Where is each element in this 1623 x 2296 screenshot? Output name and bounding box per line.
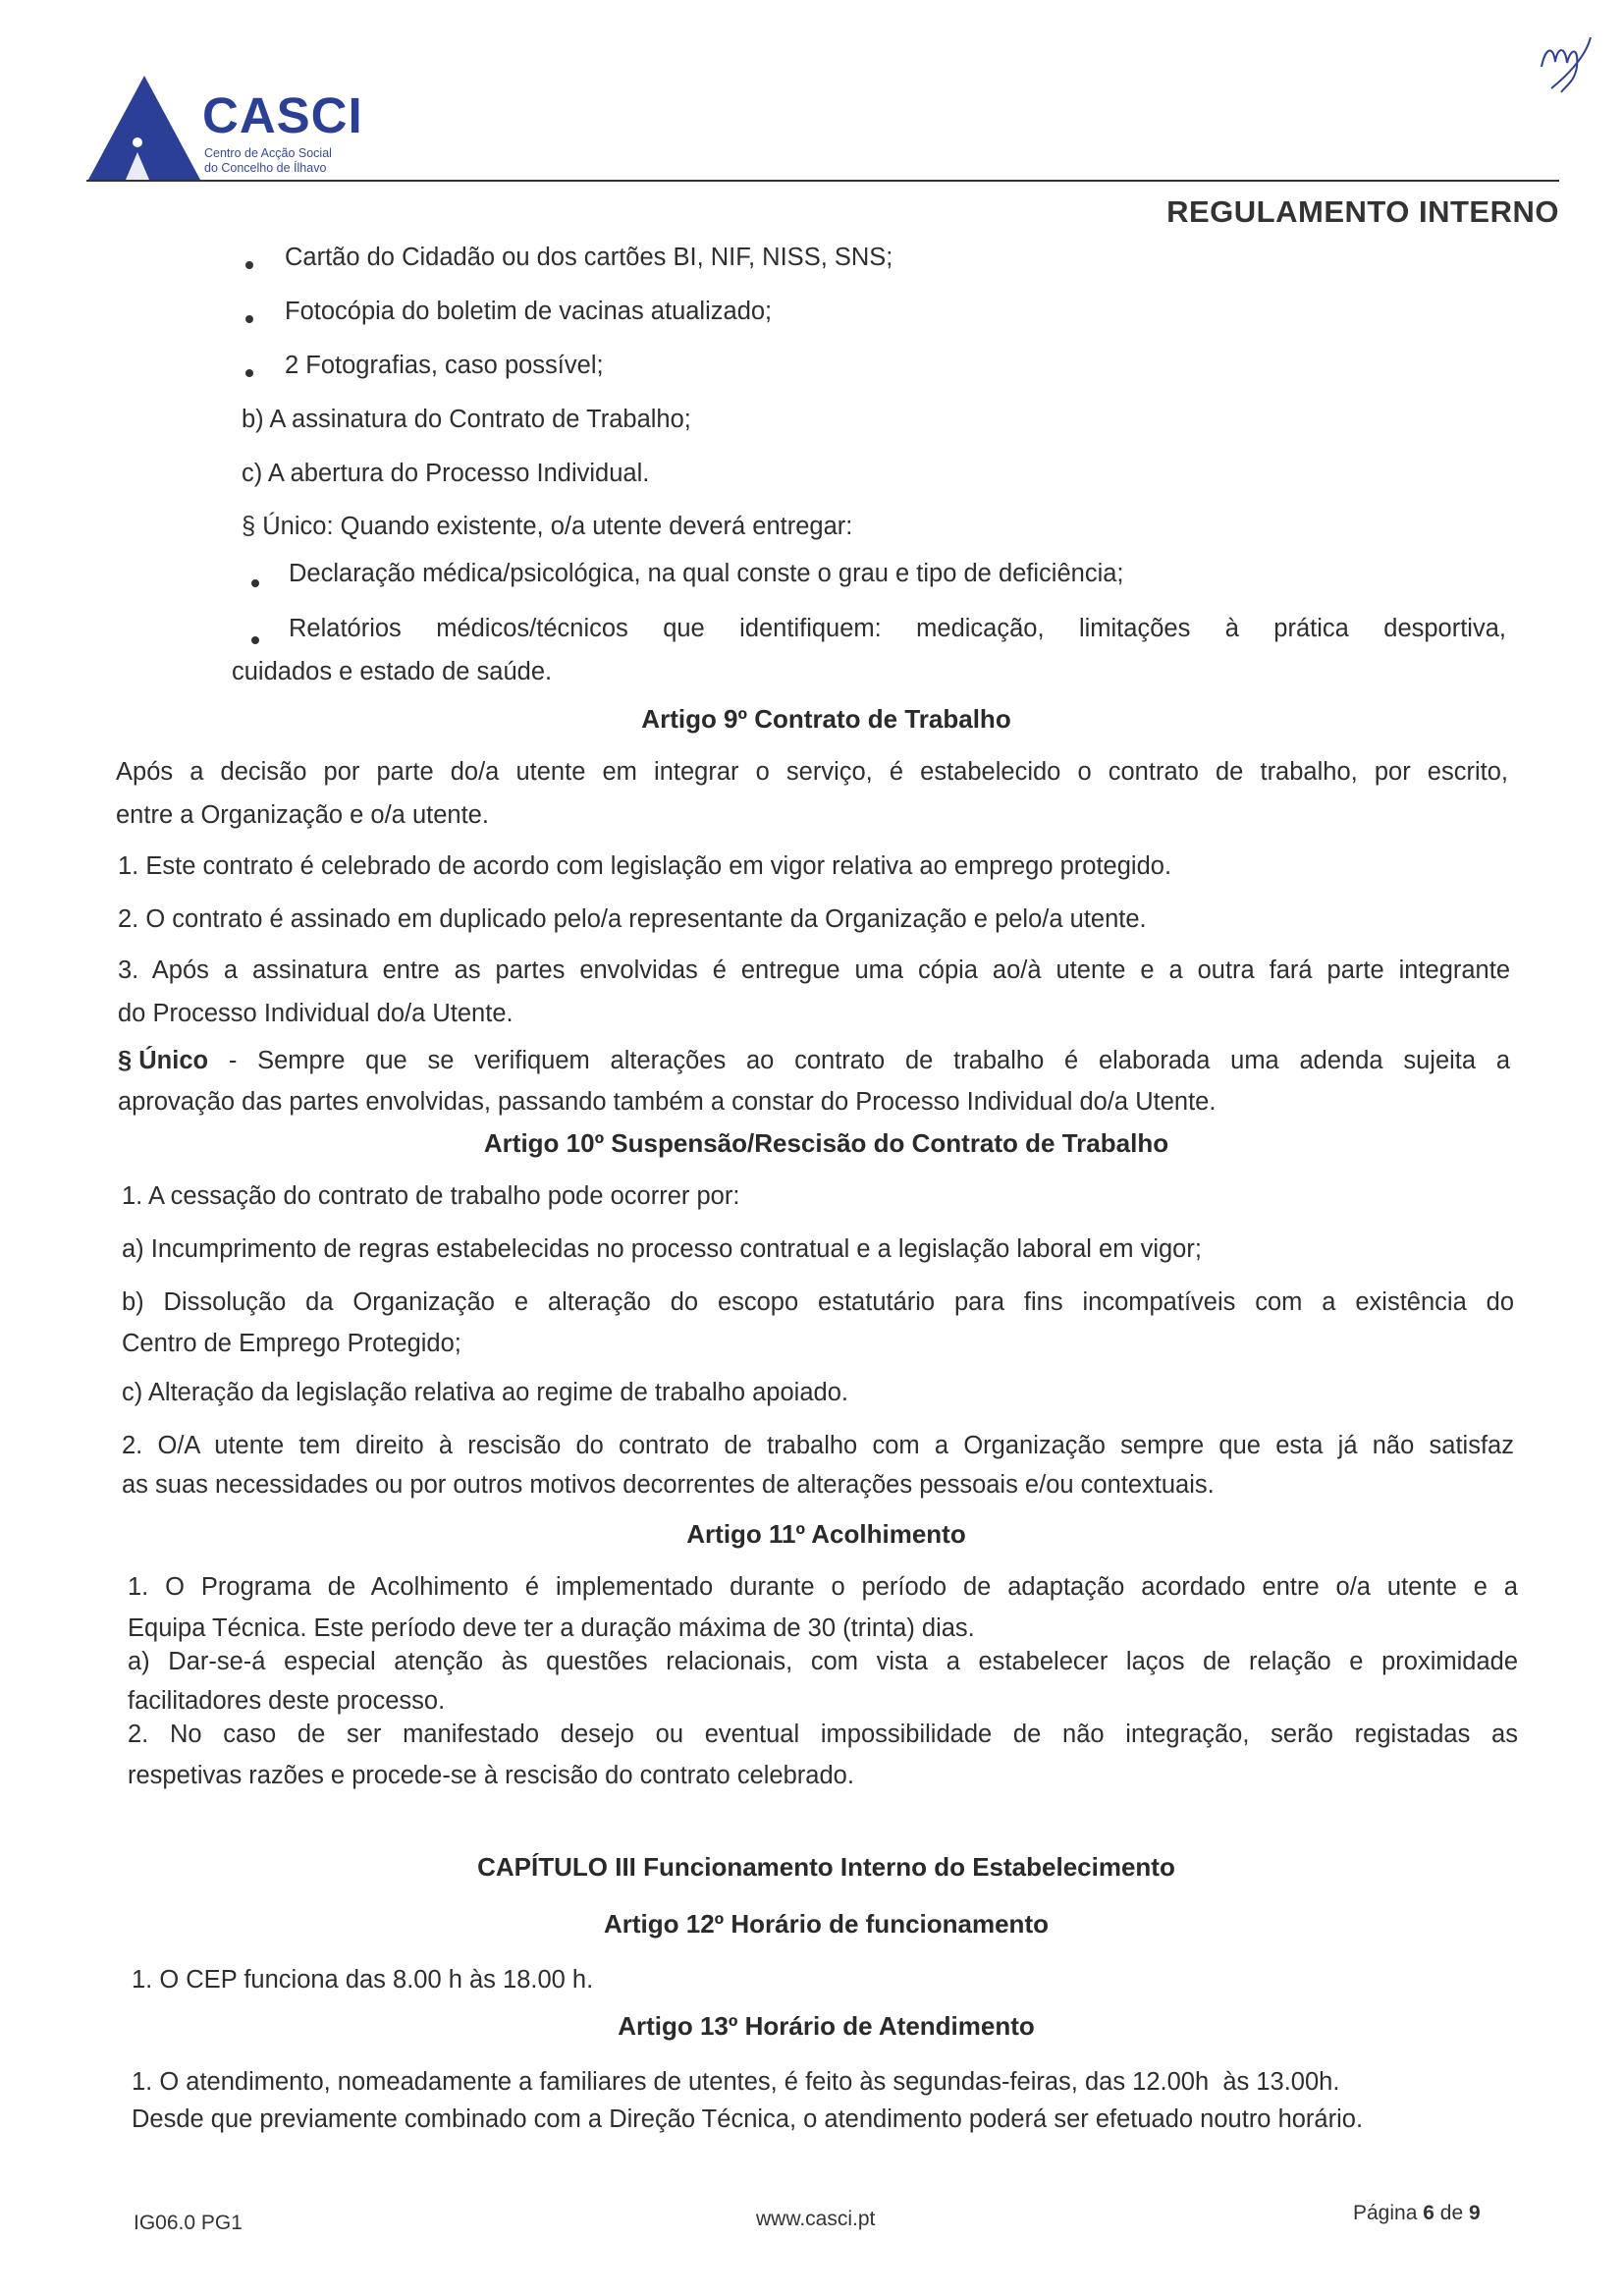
list-item-continuation: cuidados e estado de saúde. [232,658,553,685]
article-9-paragraph-3-line-1: 3. Após a assinatura entre as partes envolvidas é entregue uma cópia ao/à utente e a outra fará parte integrante [118,957,1510,984]
unico-text: - Sempre que se verifiquem alterações ao contrato de trabalho é elaborada uma adenda sujeita a [208,1047,1510,1074]
article-10-paragraph-1: 1. A cessação do contrato de trabalho pode ocorrer por: [122,1182,740,1210]
article-12-paragraph-1: 1. O CEP funciona das 8.00 h às 18.00 h. [132,1966,594,1994]
brand-subtitle [204,146,332,176]
article-9-paragraph-3-line-2: do Processo Individual do/a Utente. [118,1000,514,1027]
page-of: de [1439,2202,1464,2224]
list-item: Fotocópia do boletim de vacinas atualizado; [285,298,773,325]
unico-label: § Único [118,1047,209,1074]
article-10-item-b-line-2: Centro de Emprego Protegido; [122,1330,461,1357]
article-9-unico [118,1045,1510,1076]
article-11-item-a-line-2: facilitadores deste processo. [128,1687,446,1715]
list-item: 2 Fotografias, caso possível; [285,352,604,379]
article-10-item-a: a) Incumprimento de regras estabelecidas no processo contratual e a legislação laboral em vigor; [122,1235,1202,1263]
article-11-paragraph-2-line-1: 2. No caso de ser manifestado desejo ou eventual impossibilidade de não integração, serão registadas as [128,1721,1518,1748]
article-11-paragraph-1-line-2: Equipa Técnica. Este período deve ter a duração máxima de 30 (trinta) dias. [128,1614,975,1642]
page-total: 9 [1468,2202,1481,2224]
footer-document-code: IG06.0 PG1 [134,2212,243,2234]
list-item: Cartão do Cidadão ou dos cartões BI, NIF, NISS, SNS; [285,244,893,271]
casci-logo-icon [86,74,202,184]
article-9-paragraph-2: 2. O contrato é assinado em duplicado pelo/a representante da Organização e pelo/a utente. [118,905,1147,933]
bullet-icon [245,369,253,377]
article-11-title: Artigo 11º Acolhimento [686,1519,966,1549]
list-item-c: c) A abertura do Processo Individual. [242,460,650,487]
article-11-paragraph-2-line-2: respetivas razões e procede-se à rescisão do contrato celebrado. [128,1762,854,1789]
article-10-paragraph-2-line-1: 2. O/A utente tem direito à rescisão do contrato de trabalho com a Organização sempre que esta já não satisfaz [122,1432,1514,1459]
article-9-paragraph-1: 1. Este contrato é celebrado de acordo com legislação em vigor relativa ao emprego protegido. [118,852,1172,880]
brand-subtitle-line-1: Centro de Acção Social [204,146,332,160]
article-9-intro-line-1: Após a decisão por parte do/a utente em integrar o serviço, é estabelecido o contrato de trabalho, por escrito, [116,758,1508,786]
footer-page-number [1353,2202,1481,2225]
chapter-3-title: CAPÍTULO III Funcionamento Interno do Estabelecimento [477,1852,1175,1882]
article-12-title: Artigo 12º Horário de funcionamento [604,1909,1049,1939]
brand-subtitle-line-2: do Concelho de Ílhavo [204,161,327,175]
bullet-icon [245,315,253,323]
article-10-item-b-line-1: b) Dissolução da Organização e alteração do escopo estatutário para fins incompatíveis com a existência do [122,1288,1514,1316]
handwritten-initials [1532,27,1610,96]
document-type: REGULAMENTO INTERNO [1166,194,1559,229]
brand-name: CASCI [202,87,363,143]
article-11-paragraph-1-line-1: 1. O Programa de Acolhimento é implementado durante o período de adaptação acordado entre o/a utente e a [128,1573,1518,1601]
article-11-item-a-line-1: a) Dar-se-á especial atenção às questões relacionais, com vista a estabelecer laços de relação e proximidade [128,1648,1518,1675]
bullet-icon [245,261,253,269]
list-item: Declaração médica/psicológica, na qual conste o grau e tipo de deficiência; [289,560,1124,587]
unico-intro: § Único: Quando existente, o/a utente deverá entregar: [242,513,853,540]
list-item-b: b) A assinatura do Contrato de Trabalho; [242,406,691,433]
bullet-icon [251,636,259,644]
article-9-intro-line-2: entre a Organização e o/a utente. [116,801,489,829]
bullet-icon [251,579,259,587]
article-9-title: Artigo 9º Contrato de Trabalho [641,704,1011,734]
page-label: Página [1353,2202,1418,2224]
page-current: 6 [1423,2202,1434,2224]
article-10-item-c: c) Alteração da legislação relativa ao regime de trabalho apoiado. [122,1379,848,1406]
article-13-paragraph-1-line-2: Desde que previamente combinado com a Direção Técnica, o atendimento poderá ser efetuado noutro horário. [132,2105,1364,2133]
header-rule [86,180,1559,182]
article-10-title: Artigo 10º Suspensão/Rescisão do Contrato de Trabalho [483,1128,1169,1158]
article-9-unico-line-2: aprovação das partes envolvidas, passando também a constar do Processo Individual do/a Utente. [118,1088,1217,1116]
article-10-paragraph-2-line-2: as suas necessidades ou por outros motivos decorrentes de alterações pessoais e/ou contextuais. [122,1471,1215,1499]
footer-website: www.casci.pt [756,2208,876,2230]
list-item: Relatórios médicos/técnicos que identifiquem: medicação, limitações à prática desportiva, [289,615,1506,642]
article-13-title: Artigo 13º Horário de Atendimento [618,2011,1035,2041]
article-13-paragraph-1-line-1: 1. O atendimento, nomeadamente a familiares de utentes, é feito às segundas-feiras, das 12.00h às 13.00h. [132,2068,1340,2096]
